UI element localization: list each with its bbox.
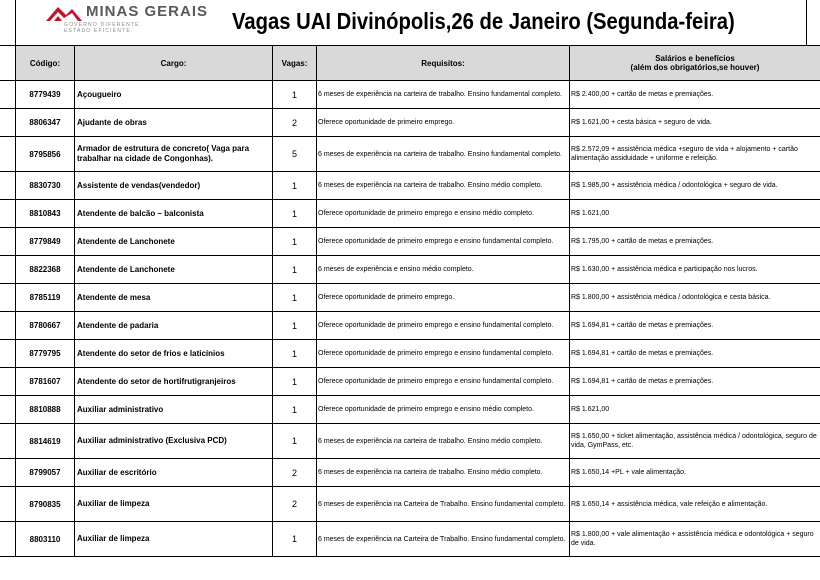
divider [15,0,16,46]
jobs-table [0,46,820,557]
requisitos-cell: 6 meses de experiência na carteira de trabalho. Ensino médio completo. [317,459,570,486]
table-row [0,522,820,557]
code-cell: 8795856 [16,137,75,171]
table-row [0,284,820,312]
row-blank-cell [0,340,16,367]
row-blank-cell [0,137,16,171]
cargo-cell: Auxiliar administrativo (Exclusiva PCD) [75,424,273,458]
requisitos-cell: 6 meses de experiência e ensino médio completo. [317,256,570,283]
vagas-cell: 2 [273,487,317,521]
row-blank-cell [0,487,16,521]
cargo-cell: Atendente de balcão – balconista [75,200,273,227]
vagas-cell: 2 [273,459,317,486]
salario-cell: R$ 1.650,00 + ticket alimentação, assistência médica / odontológica, seguro de vida, GymPass, etc. [570,424,820,458]
row-blank-cell [0,284,16,311]
code-cell: 8822368 [16,256,75,283]
cargo-cell: Auxiliar de limpeza [75,522,273,556]
code-cell: 8806347 [16,109,75,136]
column-header-salarios [570,46,820,80]
vagas-cell: 1 [273,172,317,199]
code-cell: 8814619 [16,424,75,458]
minas-gerais-logo [44,3,209,41]
table-row [0,340,820,368]
table-row [0,137,820,172]
vagas-cell: 1 [273,284,317,311]
table-row [0,228,820,256]
logo-slogan-line1: GOVERNO DIFERENTE. [64,22,143,28]
cargo-cell: Açougueiro [75,81,273,108]
table-row [0,368,820,396]
salario-cell: R$ 2.400,00 + cartão de metas e premiações. [570,81,820,108]
salario-cell: R$ 1.985,00 + assistência médica / odontológica + seguro de vida. [570,172,820,199]
cargo-cell: Atendente de mesa [75,284,273,311]
cargo-cell: Auxiliar de escritório [75,459,273,486]
vagas-cell: 1 [273,396,317,423]
vagas-cell: 1 [273,228,317,255]
row-blank-cell [0,368,16,395]
salario-cell: R$ 1.621,00 [570,396,820,423]
salario-cell: R$ 1.694,81 + cartão de metas e premiações. [570,312,820,339]
code-cell: 8779849 [16,228,75,255]
cargo-cell: Assistente de vendas(vendedor) [75,172,273,199]
salario-cell: R$ 1.621,00 + cesta básica + seguro de vida. [570,109,820,136]
logo-name: MINAS GERAIS [86,3,209,20]
code-cell: 8781607 [16,368,75,395]
vagas-cell: 1 [273,424,317,458]
table-row [0,424,820,459]
table-header [0,46,820,81]
salario-cell: R$ 1.694,81 + cartão de metas e premiações. [570,340,820,367]
logo-slogan-line2: ESTADO EFICIENTE. [64,28,134,34]
column-header-salarios-line1: Salários e benefícios [655,54,735,63]
cargo-cell: Atendente de Lanchonete [75,256,273,283]
requisitos-cell: 6 meses de experiência na Carteira de Trabalho. Ensino fundamental completo. [317,487,570,521]
salario-cell: R$ 1.650,14 +PL + vale alimentação. [570,459,820,486]
requisitos-cell: Oferece oportunidade de primeiro emprego e ensino fundamental completo. [317,228,570,255]
salario-cell: R$ 2.572,09 + assistência médica +seguro de vida + alojamento + cartão alimentação assiduidade + uniforme e refeição. [570,137,820,171]
vagas-cell: 1 [273,522,317,556]
row-blank-cell [0,312,16,339]
column-header-vagas: Vagas: [273,46,317,80]
salario-cell: R$ 1.650,14 + assistência médica, vale refeição e alimentação. [570,487,820,521]
column-header-requisitos: Requisitos: [317,46,570,80]
column-header-salarios-line2: (além dos obrigatórios,se houver) [630,63,760,72]
requisitos-cell: Oferece oportunidade de primeiro emprego e ensino fundamental completo. [317,312,570,339]
vagas-cell: 5 [273,137,317,171]
requisitos-cell: Oferece oportunidade de primeiro emprego e ensino médio completo. [317,396,570,423]
code-cell: 8790835 [16,487,75,521]
cargo-cell: Atendente de padaria [75,312,273,339]
row-blank-cell [0,109,16,136]
logo-slogan [64,22,142,34]
code-cell: 8810843 [16,200,75,227]
code-cell: 8810888 [16,396,75,423]
requisitos-cell: 6 meses de experiência na carteira de trabalho. Ensino fundamental completo. [317,137,570,171]
requisitos-cell: Oferece oportunidade de primeiro emprego. [317,109,570,136]
code-cell: 8785119 [16,284,75,311]
code-cell: 8799057 [16,459,75,486]
row-blank-cell [0,172,16,199]
table-row [0,459,820,487]
code-cell: 8780667 [16,312,75,339]
requisitos-cell: Oferece oportunidade de primeiro emprego e ensino médio completo. [317,200,570,227]
table-row [0,81,820,109]
table-row [0,200,820,228]
row-blank-cell [0,522,16,556]
salario-cell: R$ 1.795,00 + cartão de metas e premiações. [570,228,820,255]
row-blank-cell [0,459,16,486]
row-blank-cell [0,424,16,458]
page-title: Vagas UAI Divinópolis,26 de Janeiro (Segunda-feira) [232,8,735,34]
code-cell: 8803110 [16,522,75,556]
row-blank-cell [0,81,16,108]
table-row [0,487,820,522]
requisitos-cell: Oferece oportunidade de primeiro emprego e ensino fundamental completo. [317,340,570,367]
column-header-code: Código: [16,46,75,80]
cargo-cell: Auxiliar administrativo [75,396,273,423]
row-blank-cell [0,200,16,227]
requisitos-cell: Oferece oportunidade de primeiro emprego. [317,284,570,311]
cargo-cell: Atendente de Lanchonete [75,228,273,255]
row-blank-cell [0,228,16,255]
vagas-cell: 1 [273,81,317,108]
cargo-cell: Ajudante de obras [75,109,273,136]
code-cell: 8779795 [16,340,75,367]
requisitos-cell: 6 meses de experiência na carteira de trabalho. Ensino fundamental completo. [317,81,570,108]
code-cell: 8779439 [16,81,75,108]
cargo-cell: Auxiliar de limpeza [75,487,273,521]
cargo-cell: Armador de estrutura de concreto( Vaga para trabalhar na cidade de Congonhas). [75,137,273,171]
requisitos-cell: Oferece oportunidade de primeiro emprego e ensino fundamental completo. [317,368,570,395]
vagas-cell: 2 [273,109,317,136]
salario-cell: R$ 1.694,81 + cartão de metas e premiações. [570,368,820,395]
header-blank-cell [0,46,16,80]
row-blank-cell [0,396,16,423]
vagas-cell: 1 [273,340,317,367]
requisitos-cell: 6 meses de experiência na carteira de trabalho. Ensino médio completo. [317,172,570,199]
table-row [0,312,820,340]
code-cell: 8830730 [16,172,75,199]
salario-cell: R$ 1.630,00 + assistência médica e participação nos lucros. [570,256,820,283]
table-row [0,256,820,284]
vagas-cell: 1 [273,256,317,283]
vagas-cell: 1 [273,368,317,395]
cargo-cell: Atendente do setor de hortifrutigranjeiros [75,368,273,395]
divider [806,0,807,46]
table-row [0,172,820,200]
mountain-icon [44,3,84,23]
salario-cell: R$ 1.621,00 [570,200,820,227]
vagas-cell: 1 [273,200,317,227]
vagas-cell: 1 [273,312,317,339]
page-header [0,0,820,46]
column-header-cargo: Cargo: [75,46,273,80]
table-row [0,396,820,424]
salario-cell: R$ 1.800,00 + assistência médica / odontológica e cesta básica. [570,284,820,311]
requisitos-cell: 6 meses de experiência na carteira de trabalho. Ensino médio completo. [317,424,570,458]
table-row [0,109,820,137]
cargo-cell: Atendente do setor de frios e laticínios [75,340,273,367]
salario-cell: R$ 1.800,00 + vale alimentação + assistência médica e odontológica + seguro de vida. [570,522,820,556]
requisitos-cell: 6 meses de experiência na Carteira de Trabalho. Ensino fundamental completo. [317,522,570,556]
row-blank-cell [0,256,16,283]
